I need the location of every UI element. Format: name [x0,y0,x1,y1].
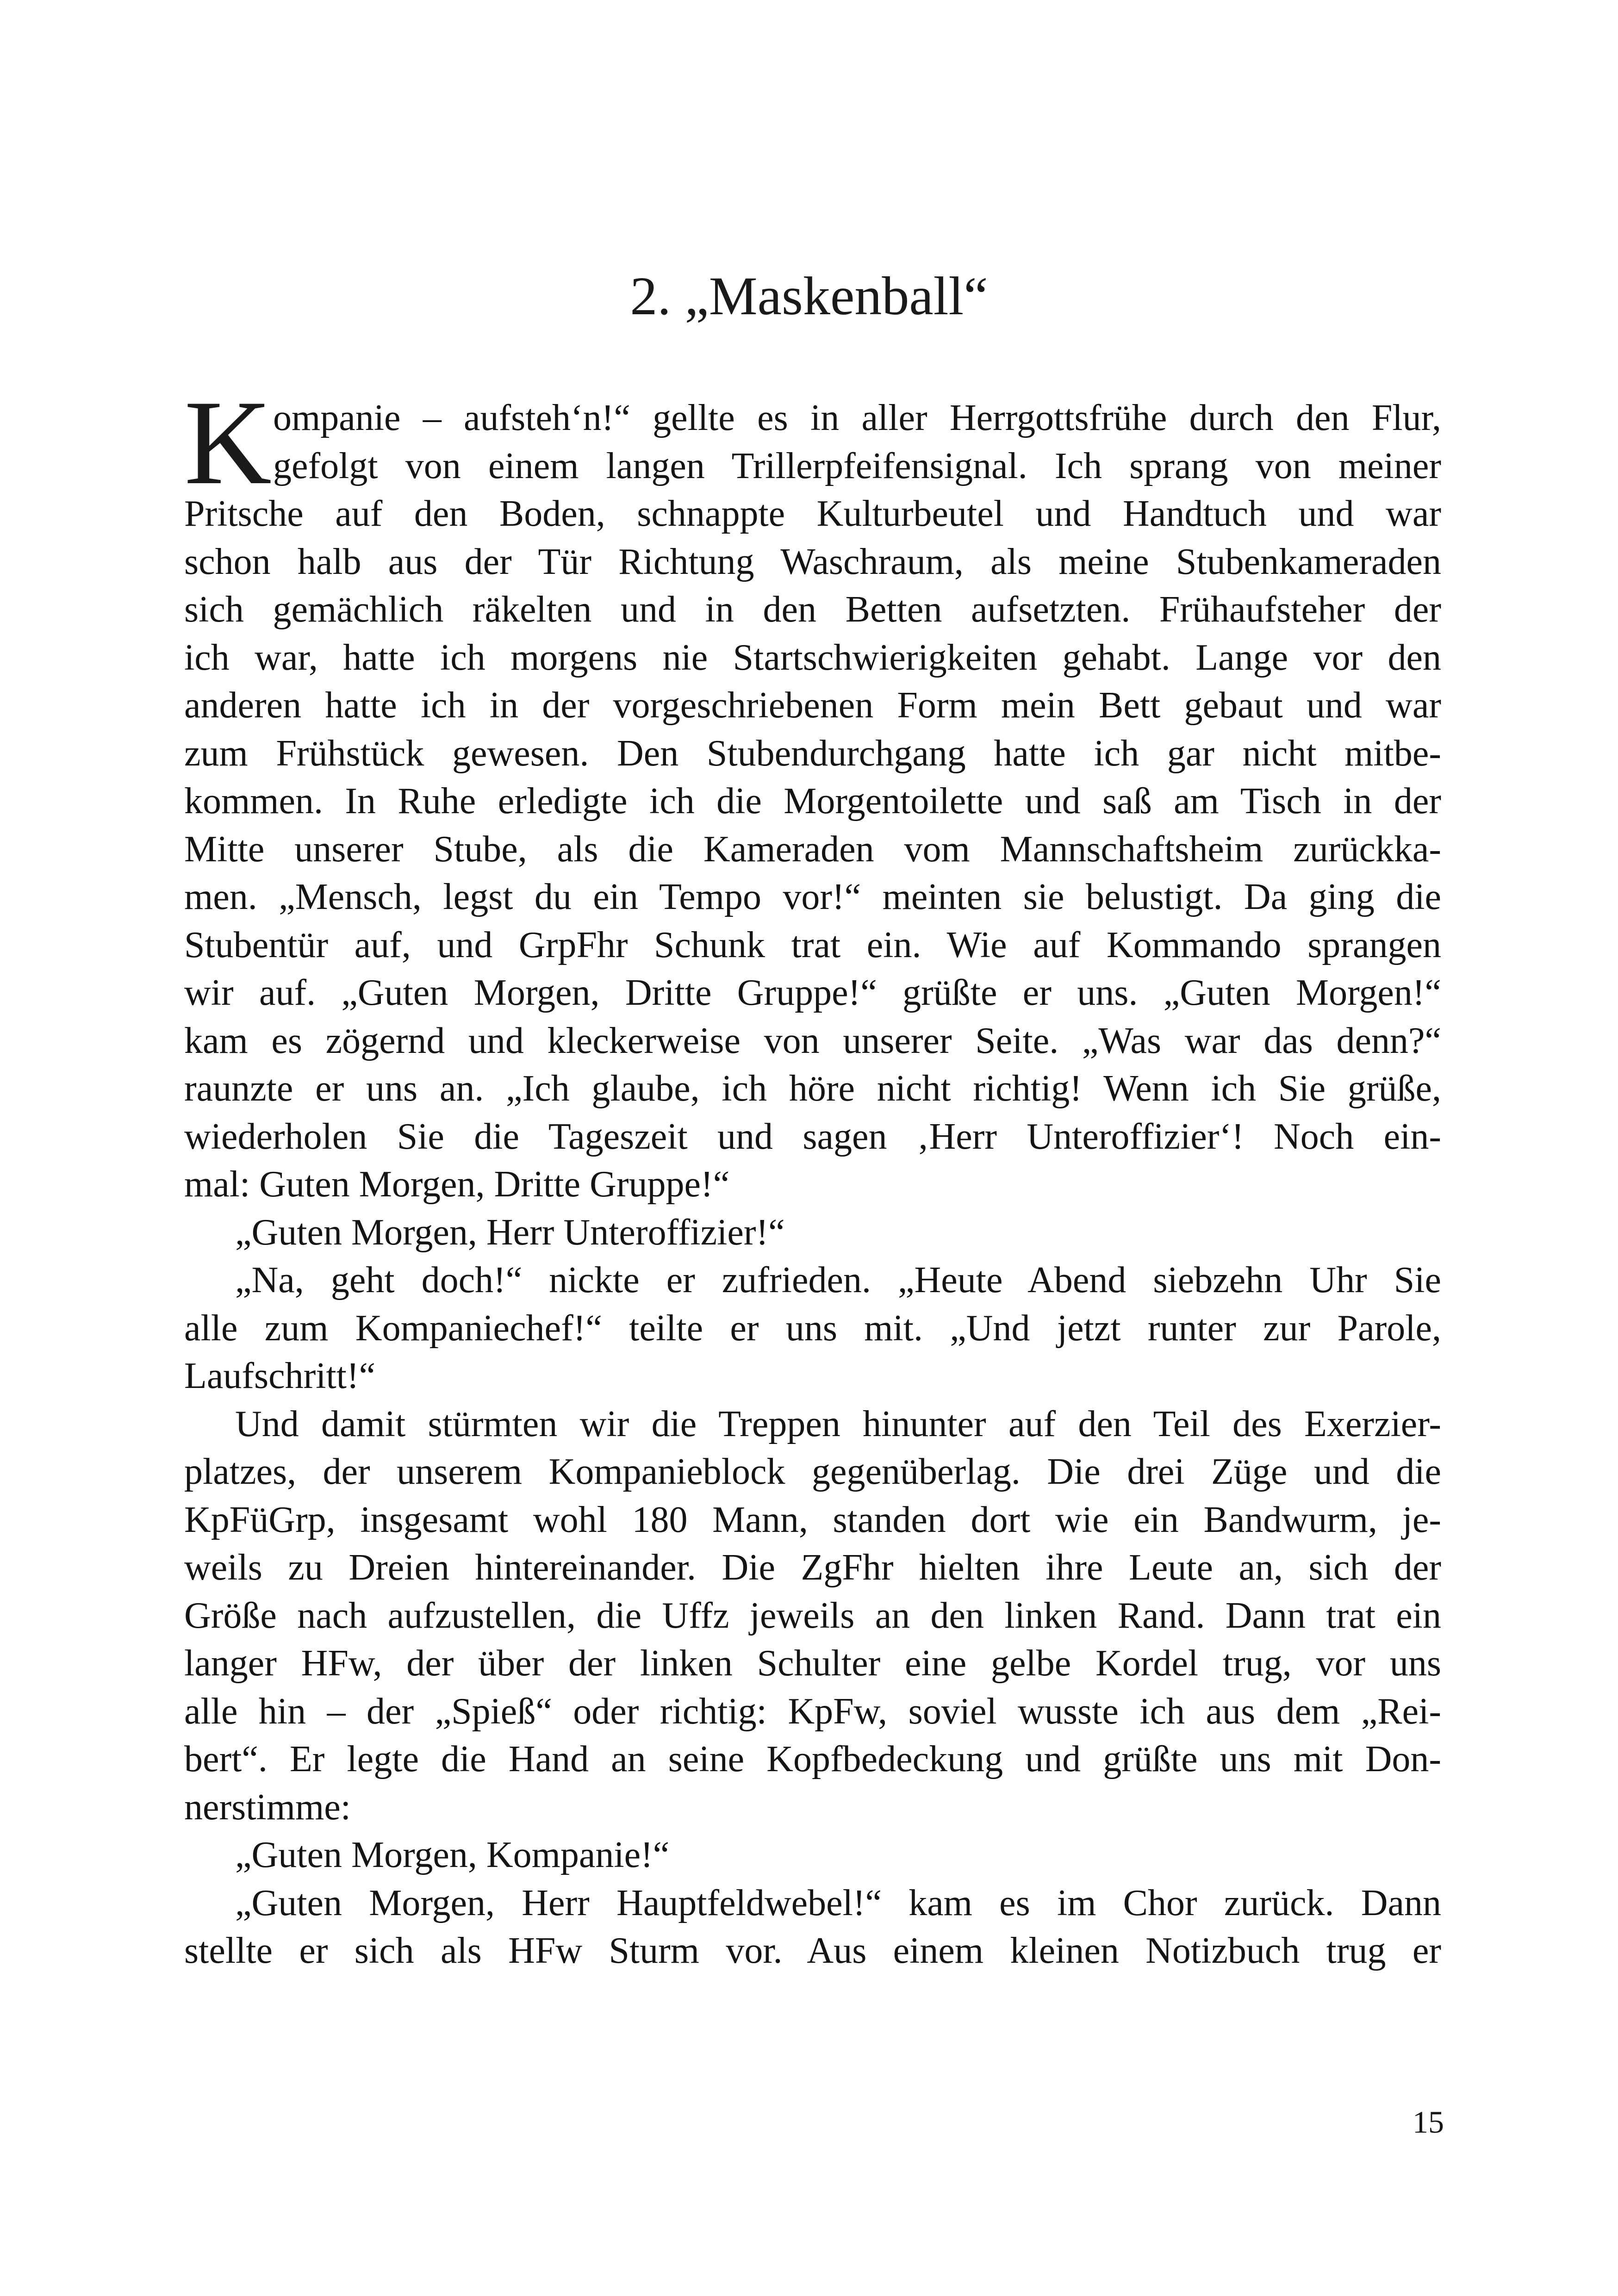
text-line: Größe nach aufzustellen, die Uffz jeweils an den linken Rand. Dann trat ein [184,1595,1441,1636]
text-line: Laufschritt!“ [184,1356,376,1396]
text-line: langer HFw, der über der linken Schulter eine gelbe Kordel trug, vor uns [184,1643,1441,1684]
text-line: kam es zögernd und kleckerweise von unserer Seite. „Was war das denn?“ [184,1020,1441,1061]
text-line: „Na, geht doch!“ nickte er zufrieden. „Heute Abend siebzehn Uhr Sie [235,1260,1441,1300]
text-line: Mitte unserer Stube, als die Kameraden vom Mannschaftsheim zurückka- [184,828,1441,870]
text-line: zum Frühstück gewesen. Den Stubendurchgang hatte ich gar nicht mitbe- [184,733,1441,774]
text-line: schon halb aus der Tür Richtung Waschraum, als meine Stubenkameraden [184,541,1441,582]
drop-cap: K [184,375,272,510]
text-line: men. „Mensch, legst du ein Tempo vor!“ meinten sie belustigt. Da ging die [184,877,1441,917]
text-line: bert“. Er legte die Hand an seine Kopfbedeckung und grüßte uns mit Don- [184,1739,1441,1780]
text-line: platzes, der unserem Kompanieblock gegenüberlag. Die drei Züge und die [184,1451,1441,1492]
text-line: „Guten Morgen, Herr Unteroffizier!“ [235,1212,785,1253]
text-line: alle zum Kompaniechef!“ teilte er uns mit. „Und jetzt runter zur Parole, [184,1307,1441,1349]
text-line: ompanie – aufsteh‘n!“ gellte es in aller Herrgottsfrühe durch den Flur, [273,398,1441,438]
text-line: „Guten Morgen, Herr Hauptfeldwebel!“ kam es im Chor zurück. Dann [235,1882,1441,1923]
body-text [184,394,1441,1975]
text-line: mal: Guten Morgen, Dritte Gruppe!“ [184,1164,730,1205]
text-line: Und damit stürmten wir die Treppen hinunter auf den Teil des Exerzier- [235,1403,1441,1444]
text-line: KpFüGrp, insgesamt wohl 180 Mann, standen dort wie ein Bandwurm, je- [184,1499,1441,1540]
text-line: sich gemächlich räkelten und in den Betten aufsetzten. Frühaufsteher der [184,589,1441,630]
text-line: kommen. In Ruhe erledigte ich die Morgentoilette und saß am Tisch in der [184,781,1441,821]
text-line: ich war, hatte ich morgens nie Startschwierigkeiten gehabt. Lange vor den [184,637,1441,678]
chapter-title: 2. „Maskenball“ [630,266,988,326]
text-line: wiederholen Sie die Tageszeit und sagen ‚Herr Unteroffizier‘! Noch ein- [184,1116,1441,1157]
text-line: alle hin – der „Spieß“ oder richtig: KpFw, soviel wusste ich aus dem „Rei- [184,1691,1441,1732]
text-line: anderen hatte ich in der vorgeschriebenen Form mein Bett gebaut und war [184,685,1441,726]
text-line: stellte er sich als HFw Sturm vor. Aus einem kleinen Notizbuch trug er [184,1930,1441,1971]
text-line: Pritsche auf den Boden, schnappte Kulturbeutel und Handtuch und war [184,493,1441,534]
text-line: gefolgt von einem langen Trillerpfeifensignal. Ich sprang von meiner [273,445,1441,486]
text-line: raunzte er uns an. „Ich glaube, ich höre nicht richtig! Wenn ich Sie grüße, [184,1068,1441,1109]
text-line: wir auf. „Guten Morgen, Dritte Gruppe!“ grüßte er uns. „Guten Morgen!“ [184,972,1441,1013]
text-line: weils zu Dreien hintereinander. Die ZgFhr hielten ihre Leute an, sich der [184,1547,1441,1588]
text-line: Stubentür auf, und GrpFhr Schunk trat ein. Wie auf Kommando sprangen [184,924,1441,965]
page-number: 15 [1413,2104,1444,2140]
text-line: nerstimme: [184,1786,351,1828]
text-line: „Guten Morgen, Kompanie!“ [235,1835,670,1875]
